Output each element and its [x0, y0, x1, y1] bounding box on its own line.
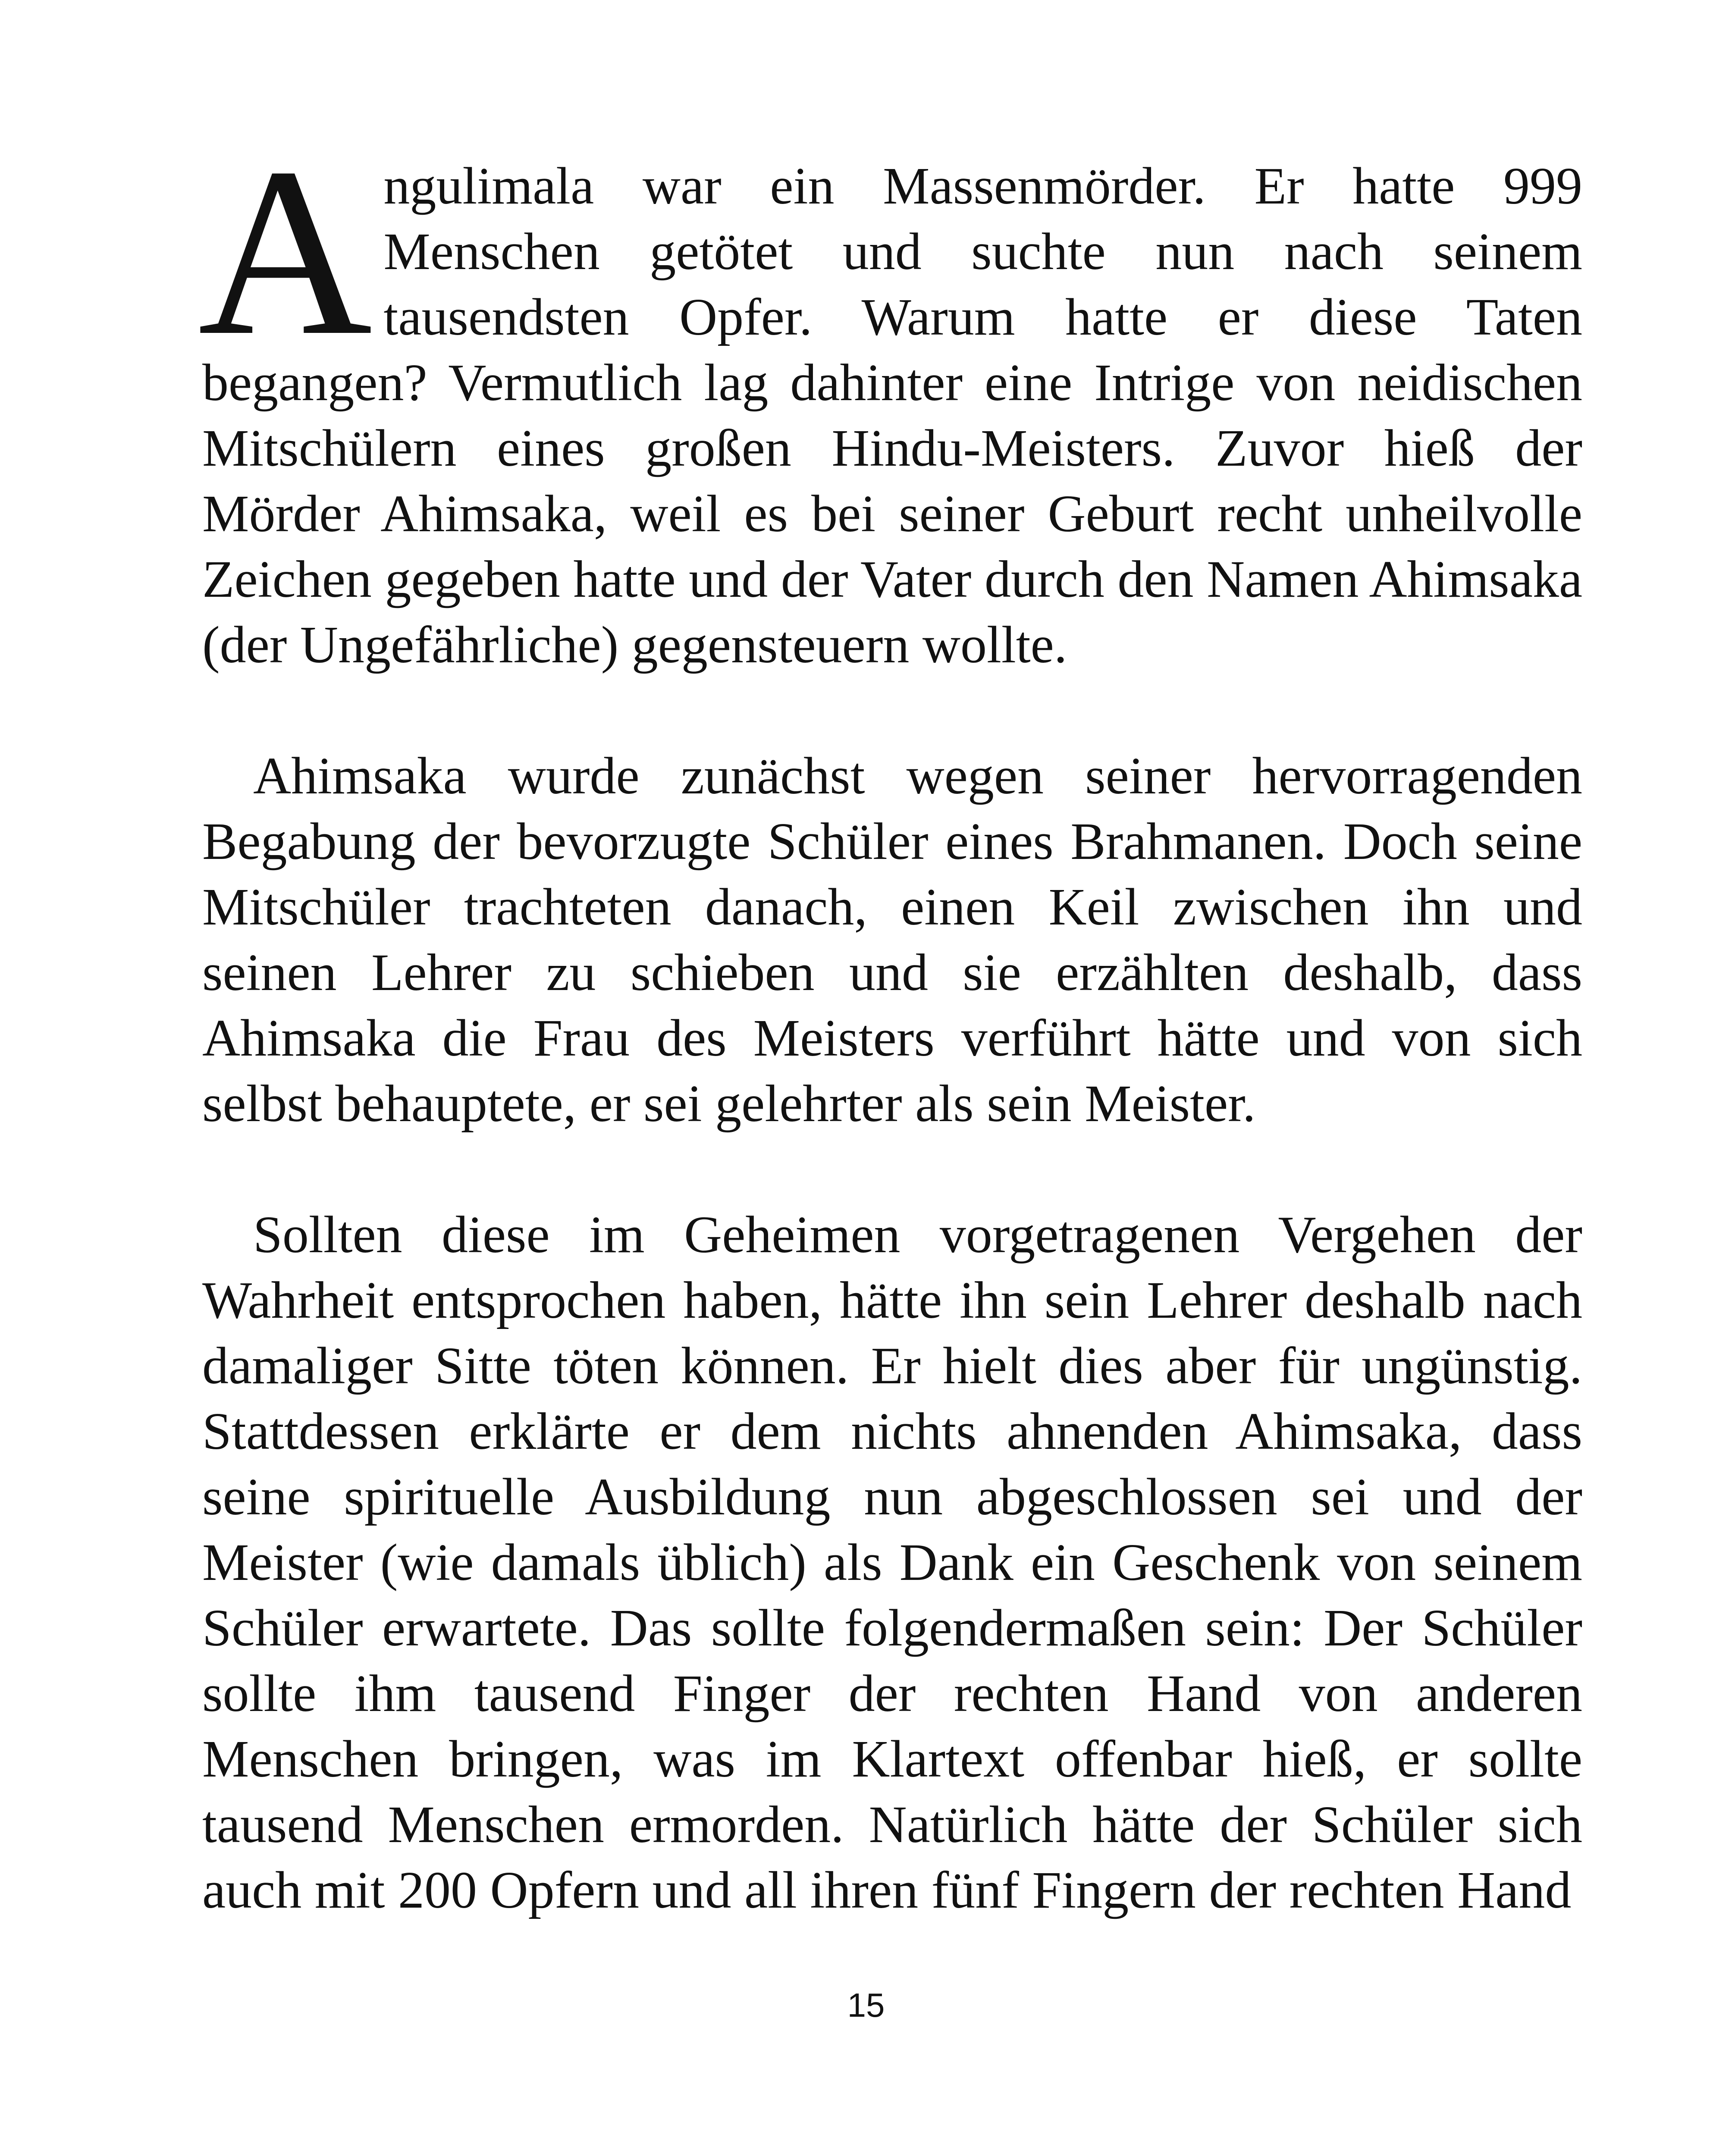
drop-cap: A	[198, 118, 373, 385]
paragraph-1-text: ngulimala war ein Massenmörder. Er hatte 999 Menschen getötet und suchte nun nach seinem tausendsten Opfer. Warum hatte er diese Taten begangen? Vermutlich lag dahinter eine Intrige von neidischen Mitschülern eines großen Hindu-Meisters. Zuvor hieß der Mörder Ahimsaka, weil es bei seiner Geburt recht unheilvolle Zeichen gegeben hatte und der Vater durch den Namen Ahimsaka (der Ungefährliche) gegensteuern wollte.	[202, 157, 1582, 674]
paragraph-1	[198, 118, 1582, 678]
paragraph-2: Ahimsaka wurde zunächst wegen seiner hervorragenden Begabung der bevorzugte Schüler eines Brahmanen. Doch seine Mitschüler trachteten danach, einen Keil zwischen ihn und seinen Lehrer zu schieben und sie erzählten deshalb, dass Ahimsaka die Frau des Meisters verführt hätte und von sich selbst behauptete, er sei gelehrter als sein Meister.	[202, 747, 1582, 1133]
paragraph-3: Sollten diese im Geheimen vorgetragenen Vergehen der Wahrheit entsprochen haben, hätte ihn sein Lehrer deshalb nach damaliger Sitte töten können. Er hielt dies aber für ungünstig. Stattdessen erklärte er dem nichts ahnenden Ahimsaka, dass seine spirituelle Ausbildung nun abgeschlossen sei und der Meister (wie damals üblich) als Dank ein Geschenk von seinem Schüler erwartete. Das sollte folgendermaßen sein: Der Schüler sollte ihm tausend Finger der rechten Hand von anderen Menschen bringen, was im Klartext offenbar hieß, er sollte tausend Menschen ermorden. Natürlich hätte der Schüler sich auch mit 200 Opfern und all ihren fünf Fingern der rechten Hand	[202, 1206, 1582, 1919]
page-number: 15	[847, 1986, 885, 2024]
body-text	[198, 118, 1582, 1923]
